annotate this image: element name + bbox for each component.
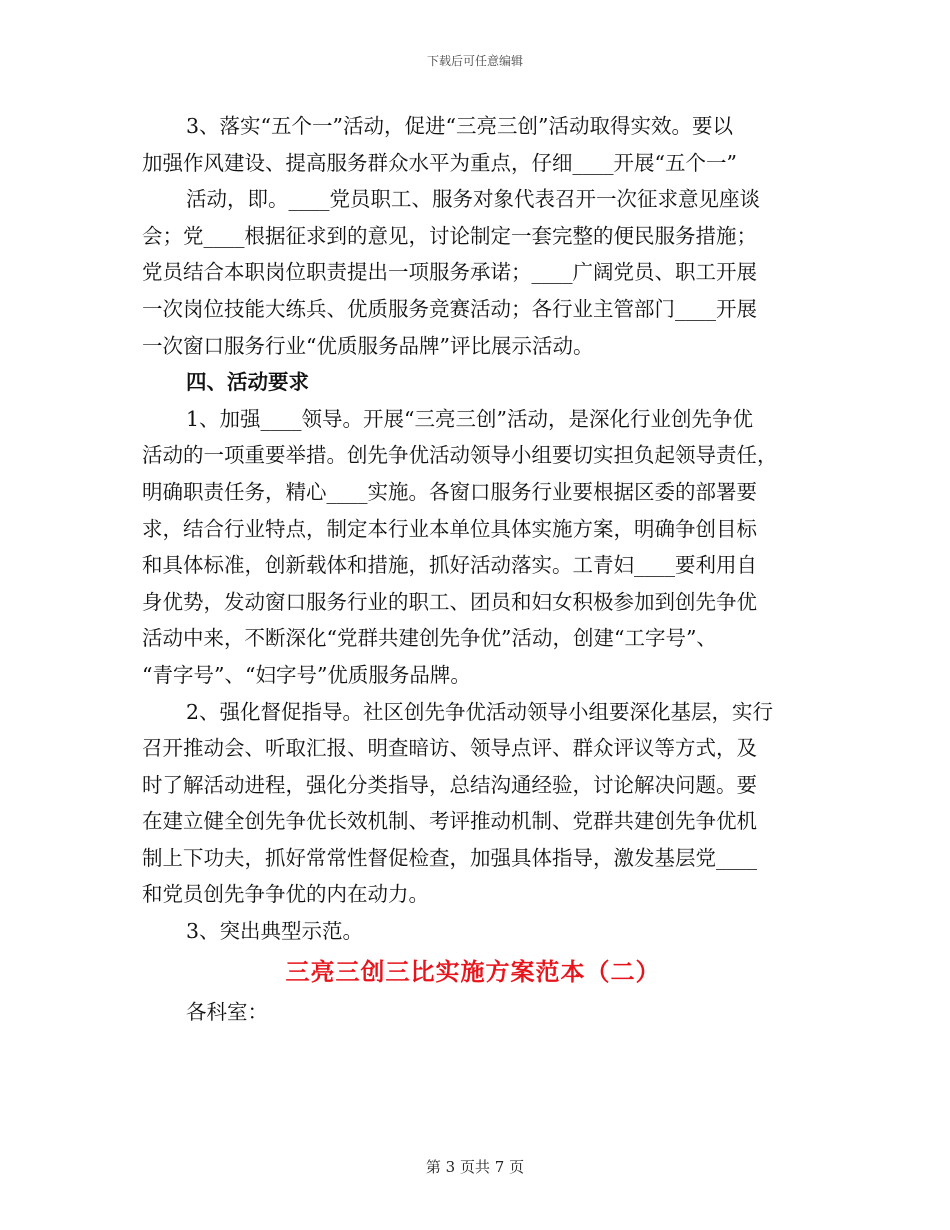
page-header: 下载后可任意编辑: [426, 54, 523, 68]
section-heading: 四、活动要求: [186, 370, 309, 395]
paragraph-line: 一次岗位技能大练兵、优质服务竞赛活动；各行业主管部门____开展: [142, 296, 757, 321]
paragraph-line: 明确职责任务，精心____实施。各窗口服务行业要根据区委的部署要: [142, 479, 757, 504]
paragraph-line: 活动，即。____党员职工、服务对象代表召开一次征求意见座谈: [186, 187, 760, 212]
paragraph-line: 和党员创先争争优的内在动力。: [142, 882, 429, 907]
paragraph-line: 活动中来，不断深化“党群共建创先争优”活动，创建“工字号”、: [142, 626, 717, 651]
greeting: 各科室：: [186, 999, 268, 1024]
paragraph-line: 活动的一项重要举措。创先争优活动领导小组要切实担负起领导责任，: [142, 443, 778, 468]
paragraph-line: 制上下功夫，抓好常常性督促检查，加强具体指导，激发基层党____: [142, 845, 757, 870]
paragraph-line: 时了解活动进程，强化分类指导，总结沟通经验，讨论解决问题。要: [142, 772, 757, 797]
paragraph-line: 一次窗口服务行业“优质服务品牌”评比展示活动。: [142, 333, 594, 358]
paragraph-line: 身优势，发动窗口服务行业的职工、团员和妇女积极参加到创先争优: [142, 589, 757, 614]
paragraph-line: 会；党____根据征求到的意见，讨论制定一套完整的便民服务措施；: [142, 223, 757, 248]
paragraph-line: 1、加强____领导。开展“三亮三创”活动，是深化行业创先争优: [186, 406, 754, 431]
document-title: 三亮三创三比实施方案范本（二）: [285, 956, 661, 986]
document-body: [142, 108, 804, 1030]
paragraph-line: 2、强化督促指导。社区创先争优活动领导小组要深化基层，实行: [186, 699, 774, 724]
paragraph-line: 3、落实“五个一”活动，促进“三亮三创”活动取得实效。要以: [186, 114, 733, 138]
paragraph-line: 和具体标准，创新载体和措施，抓好活动落实。工青妇____要利用自: [142, 553, 757, 578]
paragraph-line: 召开推动会、听取汇报、明查暗访、领导点评、群众评议等方式，及: [142, 736, 757, 761]
paragraph-line: 3、突出典型示范。: [186, 919, 364, 944]
paragraph-line: 在建立健全创先争优长效机制、考评推动机制、党群共建创先争优机: [142, 809, 757, 834]
paragraph-line: 党员结合本职岗位职责提出一项服务承诺；____广阔党员、职工开展: [142, 260, 757, 285]
paragraph-line: 求，结合行业特点，制定本行业本单位具体实施方案，明确争创目标: [142, 516, 757, 541]
paragraph-line: “青字号”、“妇字号”优质服务品牌。: [142, 662, 471, 687]
paragraph-line: 加强作风建设、提高服务群众水平为重点，仔细____开展“五个一”: [142, 150, 737, 175]
page-number: 第 3 页共 7 页: [425, 1158, 525, 1176]
